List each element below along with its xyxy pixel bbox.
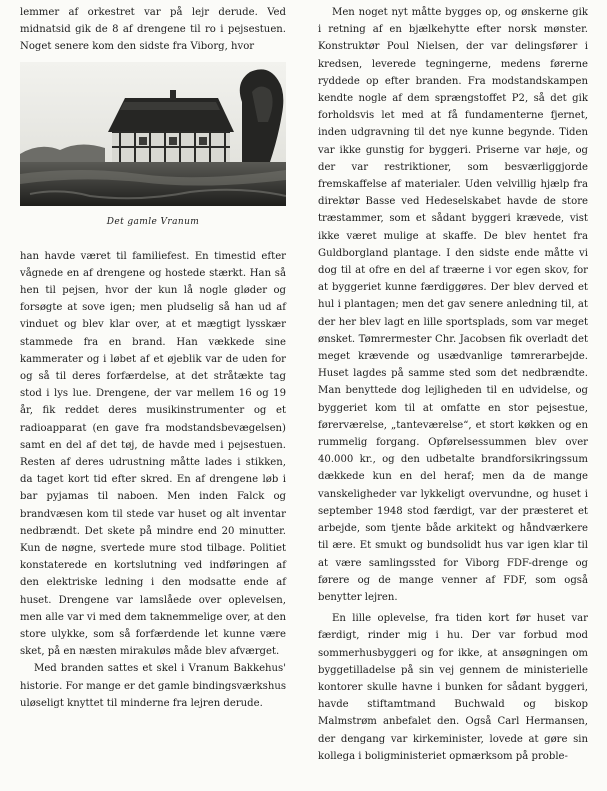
left-column <box>20 4 286 712</box>
left-paragraph-2: han havde været til familiefest. En timestid efter vågnede en af drengene og hostede stærkt. Han så hen til pejsen, hvor der kun lå nogle gløder og forsøgte at sove igen; men pludselig så han ud af vinduet og blev klar over, at et mægtigt lysskær stammede fra en brand. Han vækkede sine kammerater og i løbet af et øjeblik var de uden for og så til deres forfærdelse, at det stråtækte tag stod i lys lue. Drengene, der var mellem 16 og 19 år, fik reddet deres musikinstrumenter og et radioapparat (en gave fra modstandsbevægelsen) samt en del af det tøj, de havde med i pejsestuen. Resten af deres udrustning måtte lades i stikken, da taget kort tid efter skred. En af drengene løb i bar pyjamas til naboen. Men inden Falck og brandvæsen kom til stede var huset og alt inventar nedbrændt. Det skete på mindre end 20 minutter. Kun de nøgne, svertede mure stod tilbage. Politiet konstaterede en kortslutning ved indføringen af den elektriske ledning i den modsatte ende af huset. Drengene var lamslåede over oplevelsen, men alle var vi med dem taknemmelige over, at den store ulykke, som så forfærdende let kunne være sket, på en næsten mirakuløs måde blev afværget. <box>20 250 286 658</box>
left-paragraph-3: Med branden sattes et skel i Vranum Bakkehus' historie. For mange er det gamle bindingsværkshus uløseligt knyttet til minderne fra lejren derude. <box>20 663 286 709</box>
left-paragraph-1: lemmer af orkestret var på lejr derude. Ved midnatsid gik de 8 af drengene til ro i pejsestuen. Noget senere kom den sidste fra Viborg, hvor <box>20 7 286 53</box>
photo-caption: Det gamle Vranum <box>106 216 200 227</box>
photo-old-vranum <box>20 62 286 206</box>
right-column <box>318 4 588 765</box>
right-paragraph-1: Men noget nyt måtte bygges op, og ønskerne gik i retning af en bjælkehytte efter norsk mønster. Konstruktør Poul Nielsen, der var delingsfører i kredsen, leverede tegningerne, medens førerne ryddede op efter branden. Fra modstandskampen kendte nogle af dem sprængstoffet P2, så det gik forholdsvis let med at få fundamenterne fjernet, inden udgravning til det nye kunne begynde. Tiden var ikke gunstig for byggeri. Priserne var høje, og der var restriktioner, som besværliggjorde fremskaffelse af materialer. Uden velvillig hjælp fra direktør Basse ved Hedeselskabet havde de store træstammer, som et sådant byggeri krævede, vist ikke været mulige at skaffe. De blev hentet fra Guldborgland plantage. I den sidste ende måtte vi dog til at ofre en del af træerne i vor egen skov, for at byggeriet kunne færdiggøres. Der blev derved et hul i plantagen; men det gav senere anledning til, at der her blev lagt en lille sportsplads, som var meget ønsket. Tømrermester Chr. Jacobsen fik overladt det meget krævende og usædvanlige tømrerarbejde. Huset lagdes på samme sted som det nedbrændte. Man benyttede dog lejligheden til en udvidelse, og byggeriet kom til at omfatte en stor pejsestue, førerværelse, „tanteværelse“, et stort køkken og en rummelig forgang. Opførelsessummen blev over 40.000 kr., og den udbetalte brandforsikringssum dækkede kun en del heraf; men da de mange vanskeligheder var lykkeligt overvundne, og huset i september 1948 stod færdigt, var der præsteret et arbejde, som tjente både arkitekt og håndværkere til ære. Et smukt og bundsolidt hus var igen klar til at være samlingssted for Viborg FDF-drenge og førere og de mange venner af FDF, som også benytter lejren. <box>318 7 588 603</box>
right-paragraph-2: En lille oplevelse, fra tiden kort før huset var færdigt, rinder mig i hu. Der var forbud mod sommerhusbyggeri og for ikke, at ansøgningen om byggetilladelse på sin vej gennem de ministerielle kontorer skulle havne i bunken for sådant byggeri, havde stiftamtmand Buchwald og biskop Malmstrøm anbefalet den. Også Carl Hermansen, der dengang var kirkeminister, lovede at gøre sin kollega i boligministeriet opmærksom på proble- <box>318 613 588 762</box>
